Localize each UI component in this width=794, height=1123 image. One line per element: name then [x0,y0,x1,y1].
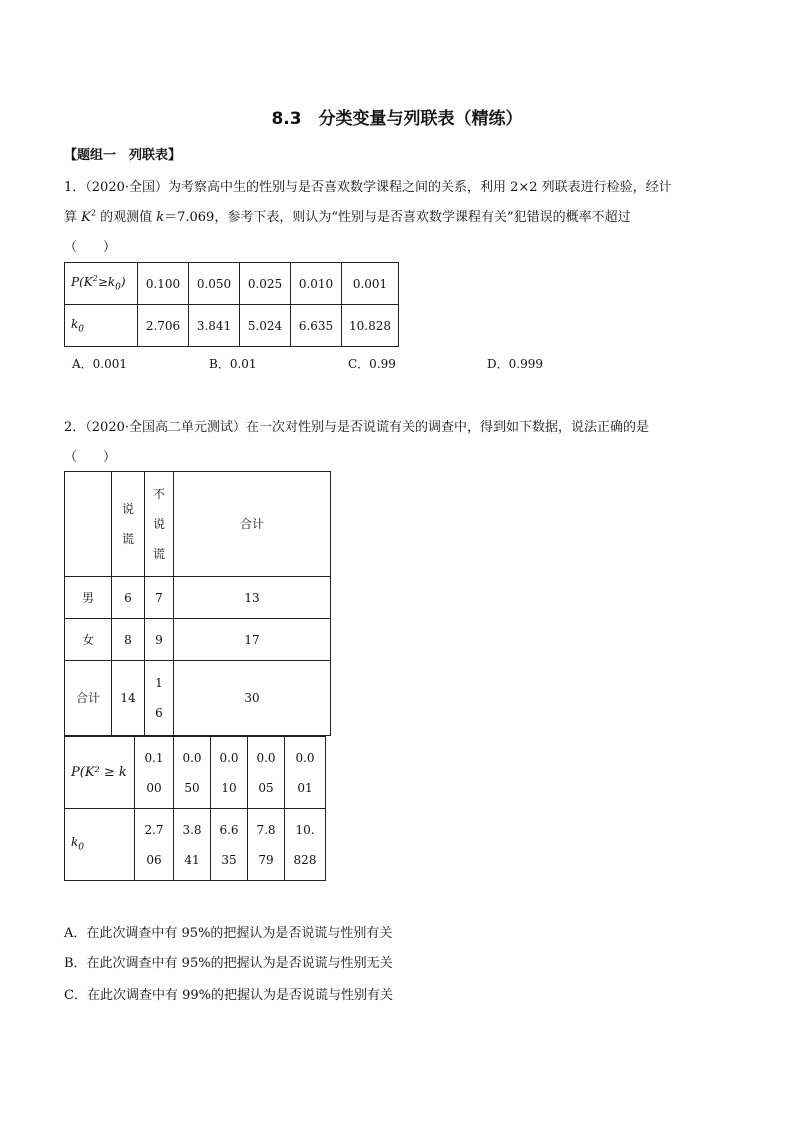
q2-k-cell: 10. 828 [285,809,326,881]
q1-k-cell: 2.706 [138,305,189,347]
q1-p-cell: 0.001 [342,263,399,305]
page-title: 8.3 分类变量与列联表（精练） [271,109,523,129]
q2-cell: 1 6 [145,661,174,736]
q1-choice-d: D．0.999 [487,357,543,371]
q2-p-cell: 0.0 01 [285,737,326,809]
q2-cell: 合计 [65,661,112,736]
q2-cell: 9 [145,619,174,661]
q2-row-male [65,577,331,619]
q1-choice-c: C．0.99 [348,357,396,371]
q1-p-cell: 0.050 [189,263,240,305]
q2-p-cell: 0.0 10 [211,737,248,809]
q2-k-row [65,809,326,881]
q2-cell: 6 [112,577,145,619]
q2-header-total: 合计 [174,472,331,577]
q1-choice-a: A．0.001 [72,357,128,371]
q1-p-cell: 0.025 [240,263,291,305]
q1-critical-value-table [64,262,399,347]
q2-cell: 17 [174,619,331,661]
q1-answer-paren: （ ） [64,240,117,255]
q2-contingency-table [64,471,331,736]
q1-k-cell: 10.828 [342,305,399,347]
q2-row-total [65,661,331,736]
q1-p-label: $P(K^2\ge k_0)$ [65,263,138,305]
q1-choice-b: B．0.01 [209,357,257,371]
q2-answer-paren: （ ） [64,450,117,465]
q2-header-blank [65,472,112,577]
q1-p-cell: 0.100 [138,263,189,305]
q2-cell: 30 [174,661,331,736]
q1-k-row [65,305,399,347]
q1-k-cell: 5.024 [240,305,291,347]
q1-p-row [65,263,399,305]
q2-cell: 14 [112,661,145,736]
q1-text-line2: 算 $K^2$ 的观测值 k＝7.069，参考下表，则认为“性别与是否喜欢数学课程有关”犯错误的概率不超过 [64,208,631,225]
q2-header-lie: 说 谎 [112,472,145,577]
q2-cell: 13 [174,577,331,619]
q2-cell: 7 [145,577,174,619]
q2-header-no-lie: 不 说 谎 [145,472,174,577]
q2-critical-value-table [64,736,326,881]
q2-text-line1: 2．（2020·全国高二单元测试）在一次对性别与是否说谎有关的调查中，得到如下数据，说法正确的是 [64,420,649,435]
q2-p-row [65,737,326,809]
q1-k-cell: 6.635 [291,305,342,347]
q2-option-c: C．在此次调查中有 99%的把握认为是否说谎与性别有关 [64,988,393,1003]
q2-p-cell: 0.0 05 [248,737,285,809]
q2-p-label: P(K² ≥ k [65,737,135,809]
q2-header-row [65,472,331,577]
q2-k-cell: 6.6 35 [211,809,248,881]
q2-k-label: $k_0$ [65,809,135,881]
q2-cell: 女 [65,619,112,661]
q2-k-cell: 2.7 06 [135,809,174,881]
q2-option-a: A．在此次调查中有 95%的把握认为是否说谎与性别有关 [64,926,393,941]
q1-k-label: $k_0$ [65,305,138,347]
q2-cell: 男 [65,577,112,619]
q2-option-b: B．在此次调查中有 95%的把握认为是否说谎与性别无关 [64,956,393,971]
q2-k-cell: 3.8 41 [174,809,211,881]
group-heading: 【题组一 列联表】 [64,148,182,163]
q2-k-cell: 7.8 79 [248,809,285,881]
q1-p-cell: 0.010 [291,263,342,305]
q2-p-cell: 0.0 50 [174,737,211,809]
q2-p-cell: 0.1 00 [135,737,174,809]
q1-text-line1: 1．（2020·全国）为考察高中生的性别与是否喜欢数学课程之间的关系，利用 2×2 列联表进行检验，经计 [64,180,672,195]
q2-row-female [65,619,331,661]
q1-k-cell: 3.841 [189,305,240,347]
q2-cell: 8 [112,619,145,661]
